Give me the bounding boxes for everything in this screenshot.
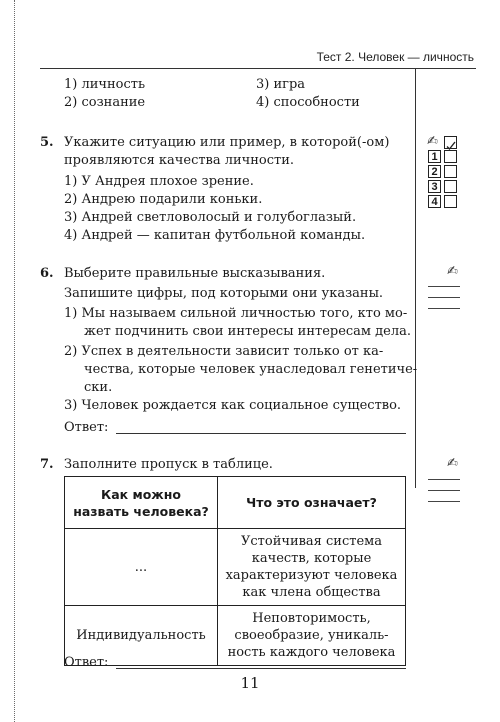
pencil-icon: ✍ [427,134,438,149]
q6-number: 6. [40,266,54,281]
side-answer-line[interactable] [428,286,460,287]
checkbox-icon [444,136,457,149]
q4-option-1[interactable]: 1) личность [64,77,146,92]
q6-answer-field[interactable] [116,433,406,434]
table-header-col1 [65,477,218,529]
side-answer-line[interactable] [428,490,460,491]
q5-prompt-line2: проявляются качества личности. [64,153,295,168]
q6-item1-line1: 1) Мы называем сильной личностью того, кто мо- [64,306,408,321]
cell-line: ность каждого человека [227,645,396,660]
answer-checkbox-3[interactable] [444,180,457,193]
q6-item1-line2: жет подчинить свои интересы интересам дела. [84,324,412,339]
q5-option-4[interactable]: 4) Андрей — капитан футбольной команды. [64,228,366,243]
q5-prompt-line1: Укажите ситуацию или пример, в которой(-ом) [64,135,390,150]
header-col1-line1: Как можно [101,486,181,502]
side-answer-line[interactable] [428,308,460,309]
q5-option-3[interactable]: 3) Андрей светловолосый и голубоглазый. [64,210,357,225]
running-header: Тест 2. Человек — личность [316,50,474,64]
q6-item2-line3: ски. [84,380,113,395]
answer-box-number-1: 1 [428,150,441,163]
answer-box-number-4: 4 [428,195,441,208]
cell-line: Неповторимость, [252,611,371,626]
table-header-col2 [218,477,406,529]
header-col2: Что это означает? [246,495,377,510]
pencil-icon: ✍ [447,456,458,471]
q7-answer-field[interactable] [116,668,406,669]
answer-checkbox-2[interactable] [444,165,457,178]
cell-line: Устойчивая система [241,534,382,549]
q4-option-3[interactable]: 3) игра [256,77,306,92]
blank-placeholder: ... [134,559,148,575]
cell-line: характеризуют человека [225,568,398,583]
q5-number: 5. [40,135,54,150]
pencil-icon: ✍ [447,264,458,279]
cut-line [14,0,15,722]
answer-checkbox-4[interactable] [444,195,457,208]
q4-option-4[interactable]: 4) способности [256,95,360,110]
table-cell-blank[interactable] [65,529,218,606]
answer-box-number-3: 3 [428,180,441,193]
cell-line: качеств, которые [251,551,372,566]
side-answer-line[interactable] [428,297,460,298]
q7-prompt: Заполните пропуск в таблице. [64,457,273,472]
q6-item3: 3) Человек рождается как социальное существо. [64,398,402,413]
q6-prompt-line1: Выберите правильные высказывания. [64,266,326,281]
side-answer-line[interactable] [428,501,460,502]
answer-box-number-2: 2 [428,165,441,178]
header-col1-line2: назвать человека? [73,503,209,519]
answer-checkbox-1[interactable] [444,150,457,163]
cell-term: Индивидуальность [76,628,206,643]
q6-item2-line1: 2) Успех в деятельности зависит только от ка- [64,344,384,359]
q4-option-2[interactable]: 2) сознание [64,95,146,110]
q7-number: 7. [40,457,54,472]
margin-rule [415,68,416,488]
q5-option-2[interactable]: 2) Андрею подарили коньки. [64,192,263,207]
q7-answer-label: Ответ: [64,655,109,670]
q5-option-1[interactable]: 1) У Андрея плохое зрение. [64,174,254,189]
q6-item2-line2: чества, которые человек унаследовал генетиче- [84,362,418,377]
table-cell [218,606,406,666]
cell-line: своеобразие, уникаль- [234,628,389,643]
header-rule [40,68,476,69]
q7-table [64,476,406,666]
cell-line: как члена общества [242,585,381,600]
table-cell [218,529,406,606]
page-number: 11 [240,674,260,692]
q6-prompt-line2: Запишите цифры, под которыми они указаны. [64,286,384,301]
q6-answer-label: Ответ: [64,420,109,435]
side-answer-line[interactable] [428,479,460,480]
